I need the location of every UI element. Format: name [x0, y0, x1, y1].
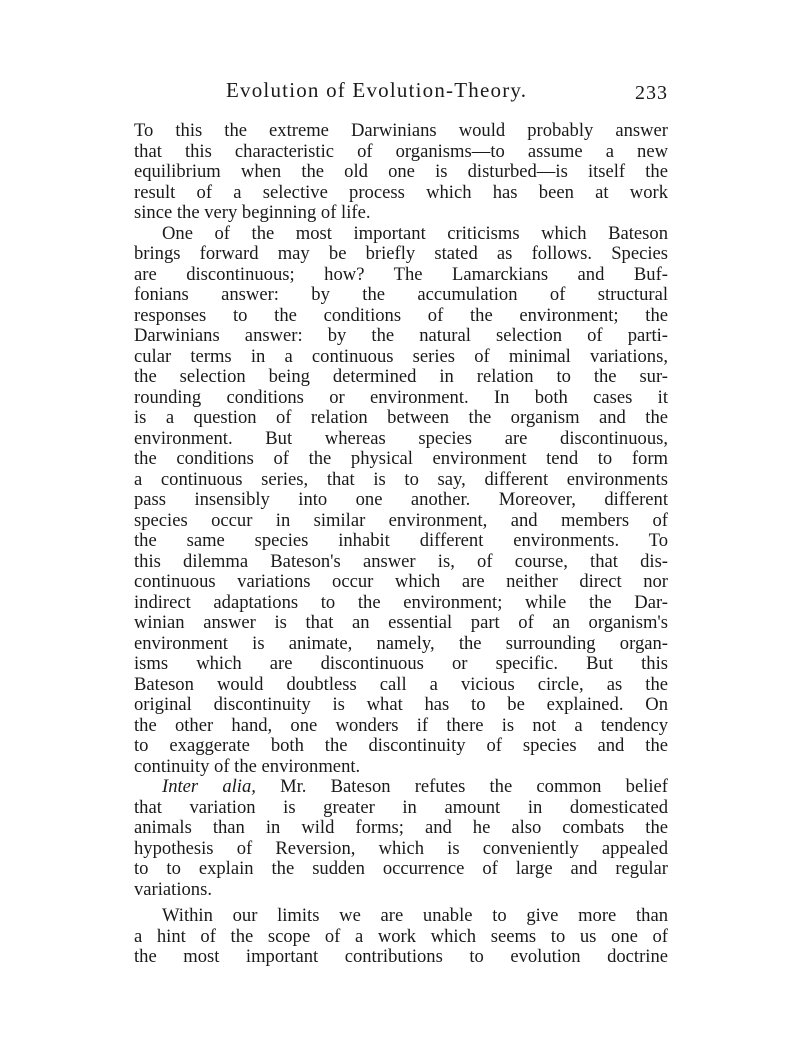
running-head	[134, 78, 668, 108]
text-line: continuous variations occur which are neither direct nor	[134, 571, 668, 592]
text-line: fonians answer: by the accumulation of structural	[134, 284, 668, 305]
text-line: the selection being determined in relation to the sur-	[134, 366, 668, 387]
text-line: this dilemma Bateson's answer is, of course, that dis-	[134, 550, 668, 572]
text-line: hypothesis of Reversion, which is conveniently appealed	[134, 837, 668, 859]
text-line: result of a selective process which has been at work	[134, 181, 668, 203]
text-line: since the very beginning of life.	[134, 202, 371, 223]
text-line: the other hand, one wonders if there is not a tendency	[134, 714, 668, 736]
text-line: continuity of the environment.	[134, 755, 361, 777]
text-line: environment is animate, namely, the surrounding organ-	[134, 632, 668, 654]
text-line: are discontinuous; how? The Lamarckians and Buf-	[134, 263, 668, 285]
body-text	[134, 121, 668, 968]
text-line: rounding conditions or environment. In both cases it	[134, 386, 668, 408]
paragraph-2	[134, 224, 668, 778]
text-line: environment. But whereas species are discontinuous,	[134, 427, 668, 449]
text-line	[134, 777, 668, 798]
text-line: a continuous series, that is to say, different environments	[134, 468, 668, 490]
text-line: pass insensibly into one another. Moreover, different	[134, 489, 668, 510]
text-line: Bateson would doubtless call a vicious circle, as the	[134, 673, 668, 695]
text-line: species occur in similar environment, and members of	[134, 509, 668, 531]
text-line: One of the most important criticisms which Bateson	[162, 222, 668, 244]
text-line: animals than in wild forms; and he also combats the	[134, 817, 668, 838]
text-line: isms which are discontinuous or specific. But this	[134, 653, 668, 674]
text-line: the same species inhabit different environments. To	[134, 530, 668, 551]
running-title: Evolution of Evolution-Theory.	[226, 78, 528, 102]
text-line: Within our limits we are unable to give more than	[162, 905, 668, 926]
text-line: the most important contributions to evolution doctrine	[134, 946, 668, 967]
paragraph-1	[134, 121, 668, 224]
paragraph-4	[134, 906, 668, 968]
text-line: the conditions of the physical environment tend to form	[134, 448, 668, 469]
text-line: indirect adaptations to the environment; while the Dar-	[134, 591, 668, 613]
text-line: To this the extreme Darwinians would probably answer	[134, 120, 668, 141]
text-line: that this characteristic of organisms—to assume a new	[134, 140, 668, 162]
text-line: is a question of relation between the organism and the	[134, 407, 668, 428]
text-line: winian answer is that an essential part of an organism's	[134, 612, 668, 633]
page-number: 233	[635, 82, 668, 104]
text-line: to to explain the sudden occurrence of large and regular	[134, 858, 668, 879]
text-line: Darwinians answer: by the natural selection of parti-	[134, 325, 668, 346]
paragraph-3	[134, 777, 668, 900]
text-line: that variation is greater in amount in domesticated	[134, 796, 668, 818]
text-line: to exaggerate both the discontinuity of species and the	[134, 735, 668, 756]
text-line: brings forward may be briefly stated as follows. Species	[134, 243, 668, 264]
text-line: responses to the conditions of the environment; the	[134, 304, 668, 326]
italic-phrase: Inter alia,	[162, 776, 256, 797]
text-line: a hint of the scope of a work which seems to us one of	[134, 925, 668, 947]
text-line: variations.	[134, 878, 212, 900]
text-line: original discontinuity is what has to be explained. On	[134, 694, 668, 715]
text-span: Mr. Bateson refutes the common belief	[255, 776, 668, 797]
text-line: cular terms in a continuous series of minimal variations,	[134, 345, 668, 367]
text-line: equilibrium when the old one is disturbed—is itself the	[134, 161, 668, 182]
